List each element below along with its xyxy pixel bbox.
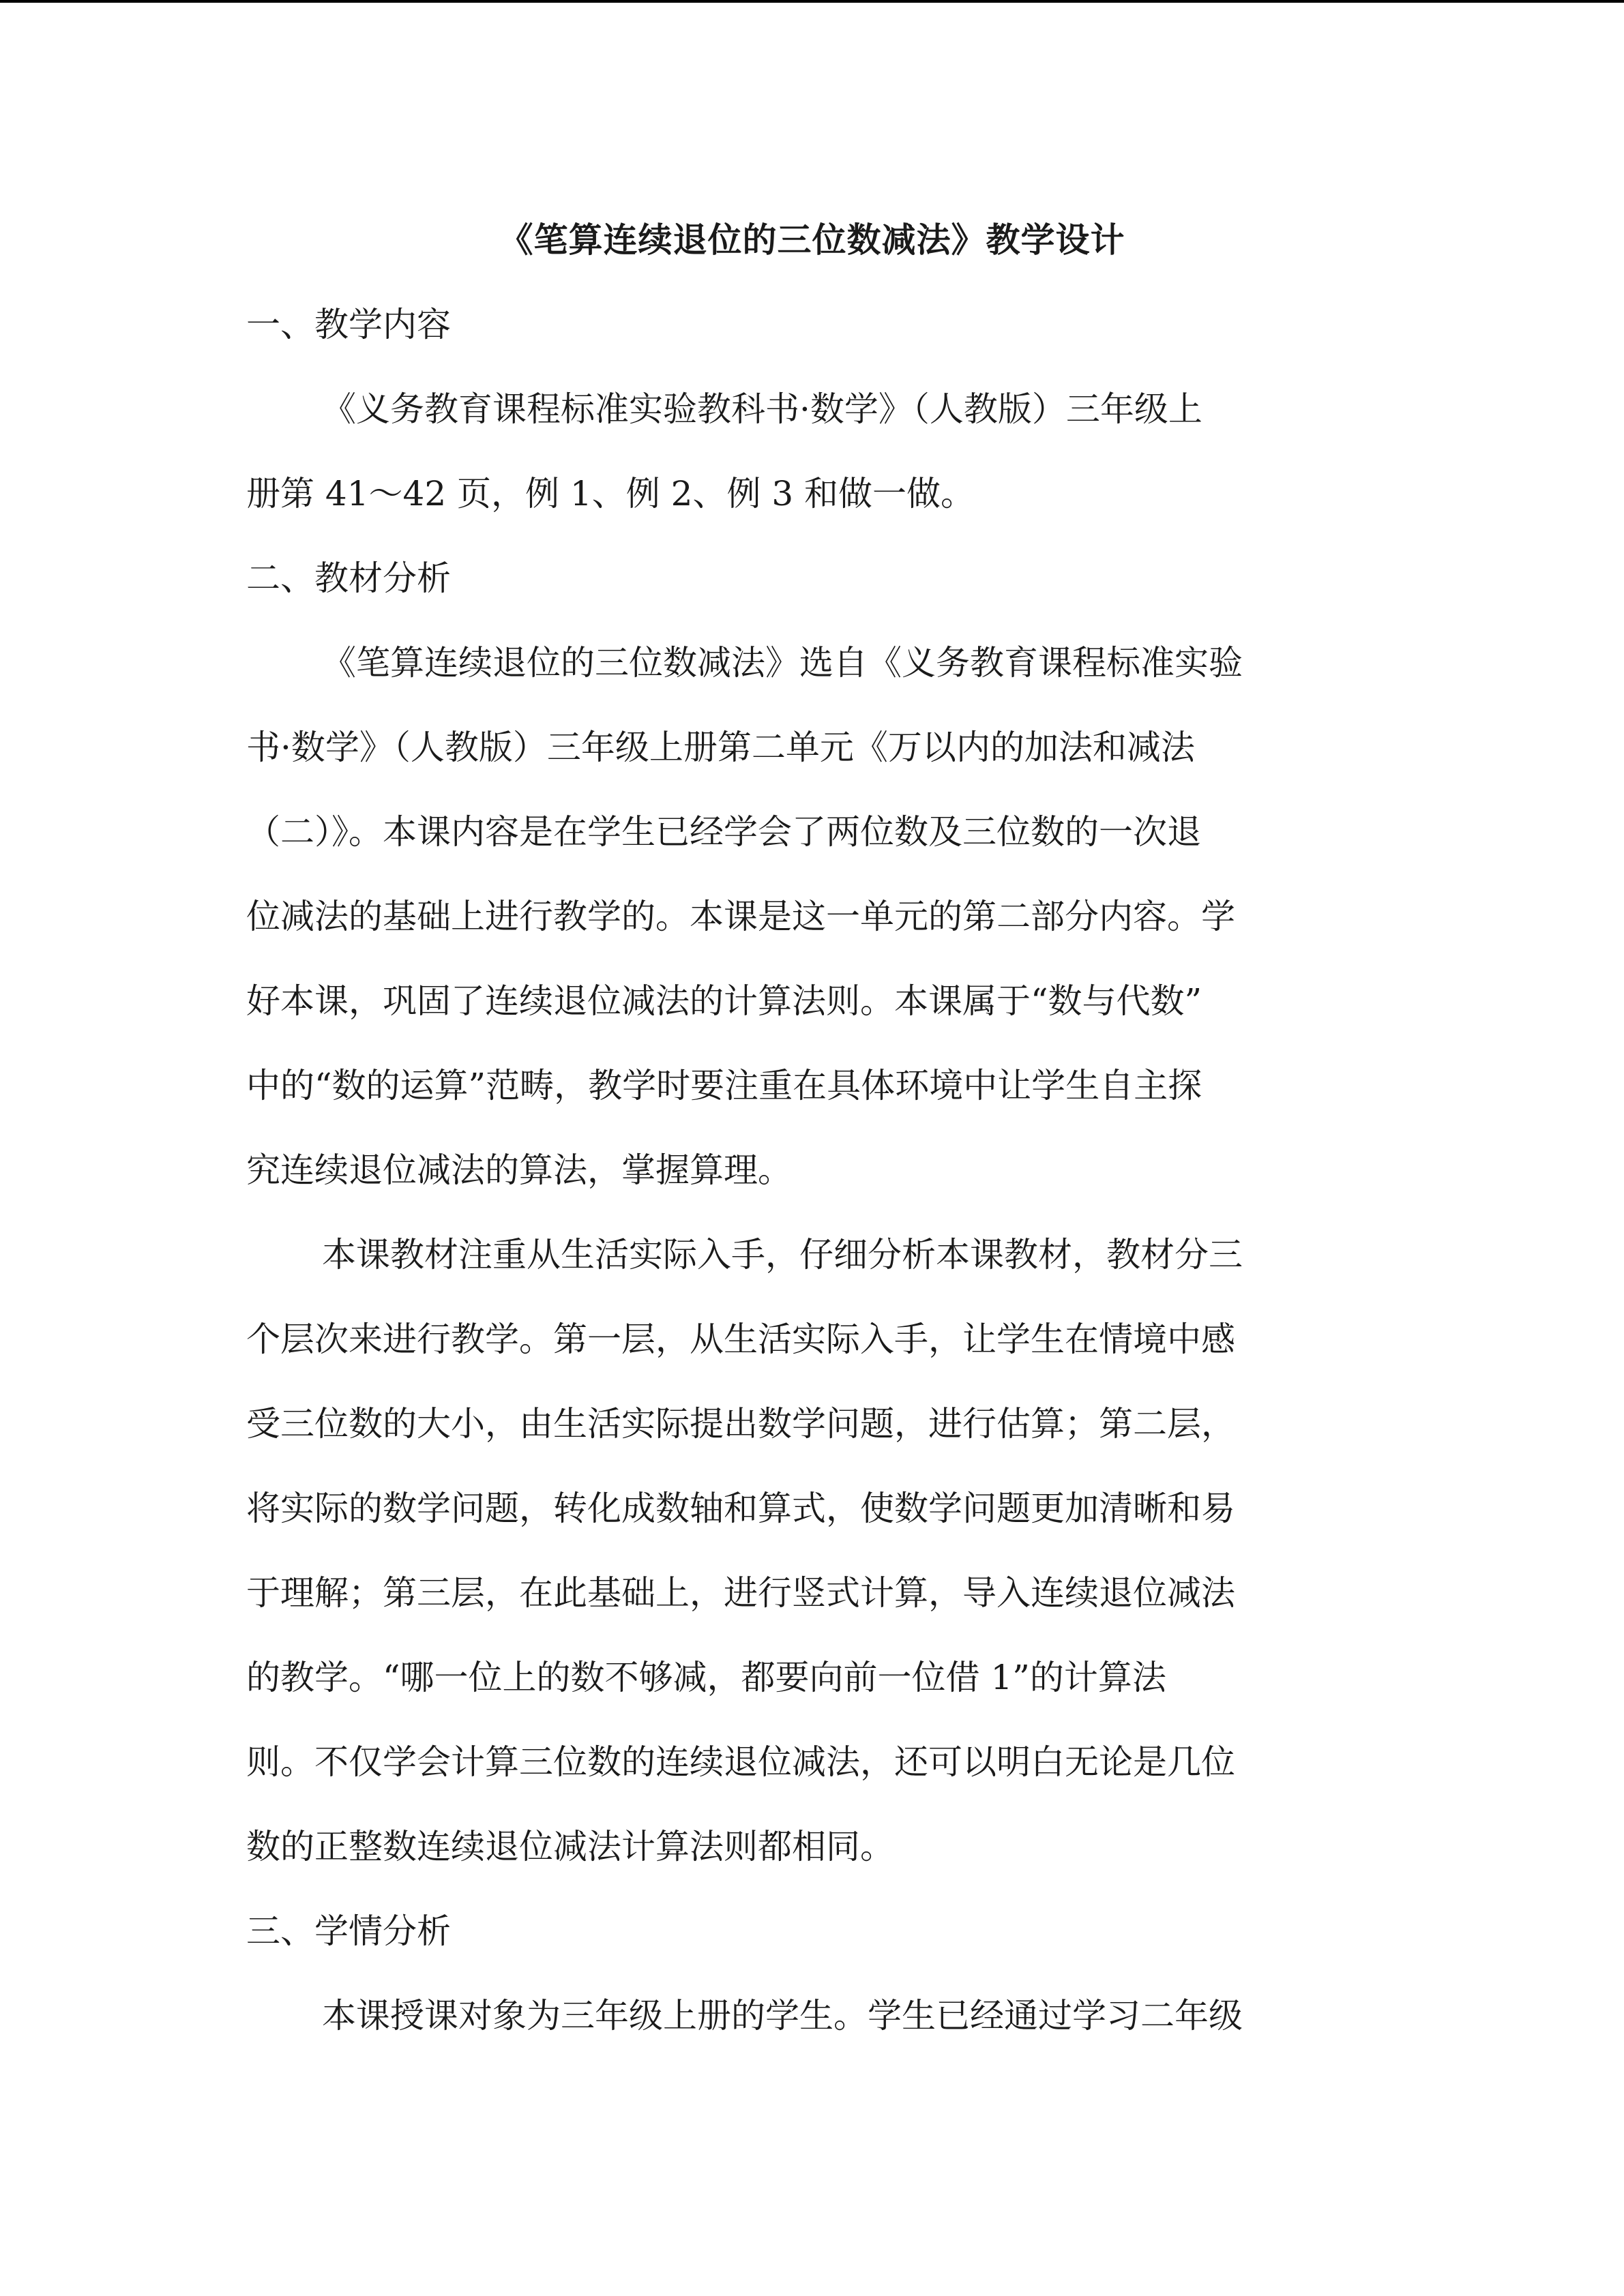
section-heading-learner-analysis: 三、学情分析 (246, 1911, 451, 1951)
paragraph-line: 则。不仅学会计算三位数的连续退位减法，还可以明白无论是几位 (246, 1742, 1235, 1782)
paragraph-line: 《义务教育课程标准实验教科书·数学》（人教版）三年级上 (322, 389, 1202, 429)
paragraph-line: 好本课，巩固了连续退位减法的计算法则。本课属于“数与代数” (246, 981, 1202, 1021)
paragraph-line: 册第 41～42 页，例 1、例 2、例 3 和做一做。 (246, 474, 975, 513)
paragraph-line: 数的正整数连续退位减法计算法则都相同。 (246, 1827, 894, 1866)
document-title: 《笔算连续退位的三位数减法》教学设计 (499, 220, 1125, 260)
paragraph-line: 中的“数的运算”范畴，教学时要注重在具体环境中让学生自主探 (246, 1066, 1202, 1105)
paragraph-line: 本课教材注重从生活实际入手，仔细分析本课教材，教材分三 (322, 1235, 1243, 1274)
paragraph-line: 受三位数的大小，由生活实际提出数学问题，进行估算；第二层， (246, 1404, 1235, 1444)
paragraph-line: 的教学。“哪一位上的数不够减，都要向前一位借 1”的计算法 (246, 1658, 1166, 1697)
paragraph-line: 个层次来进行教学。第一层，从生活实际入手，让学生在情境中感 (246, 1320, 1235, 1359)
paragraph-line: 于理解；第三层，在此基础上，进行竖式计算，导入连续退位减法 (246, 1573, 1235, 1613)
section-heading-teaching-content: 一、教学内容 (246, 305, 451, 344)
paragraph-line: （二）》。本课内容是在学生已经学会了两位数及三位数的一次退 (246, 812, 1201, 852)
paragraph-line: 将实际的数学问题，转化成数轴和算式，使数学问题更加清晰和易 (246, 1489, 1235, 1528)
paragraph-line: 本课授课对象为三年级上册的学生。学生已经通过学习二年级 (322, 1996, 1243, 2036)
paragraph-line: 位减法的基础上进行教学的。本课是这一单元的第二部分内容。学 (246, 897, 1235, 936)
paragraph-line: 《笔算连续退位的三位数减法》选自《义务教育课程标准实验 (322, 643, 1243, 683)
paragraph-line: 书·数学》（人教版）三年级上册第二单元《万以内的加法和减法 (246, 728, 1195, 767)
section-heading-material-analysis: 二、教材分析 (246, 558, 451, 598)
paragraph-line: 究连续退位减法的算法，掌握算理。 (246, 1150, 792, 1190)
